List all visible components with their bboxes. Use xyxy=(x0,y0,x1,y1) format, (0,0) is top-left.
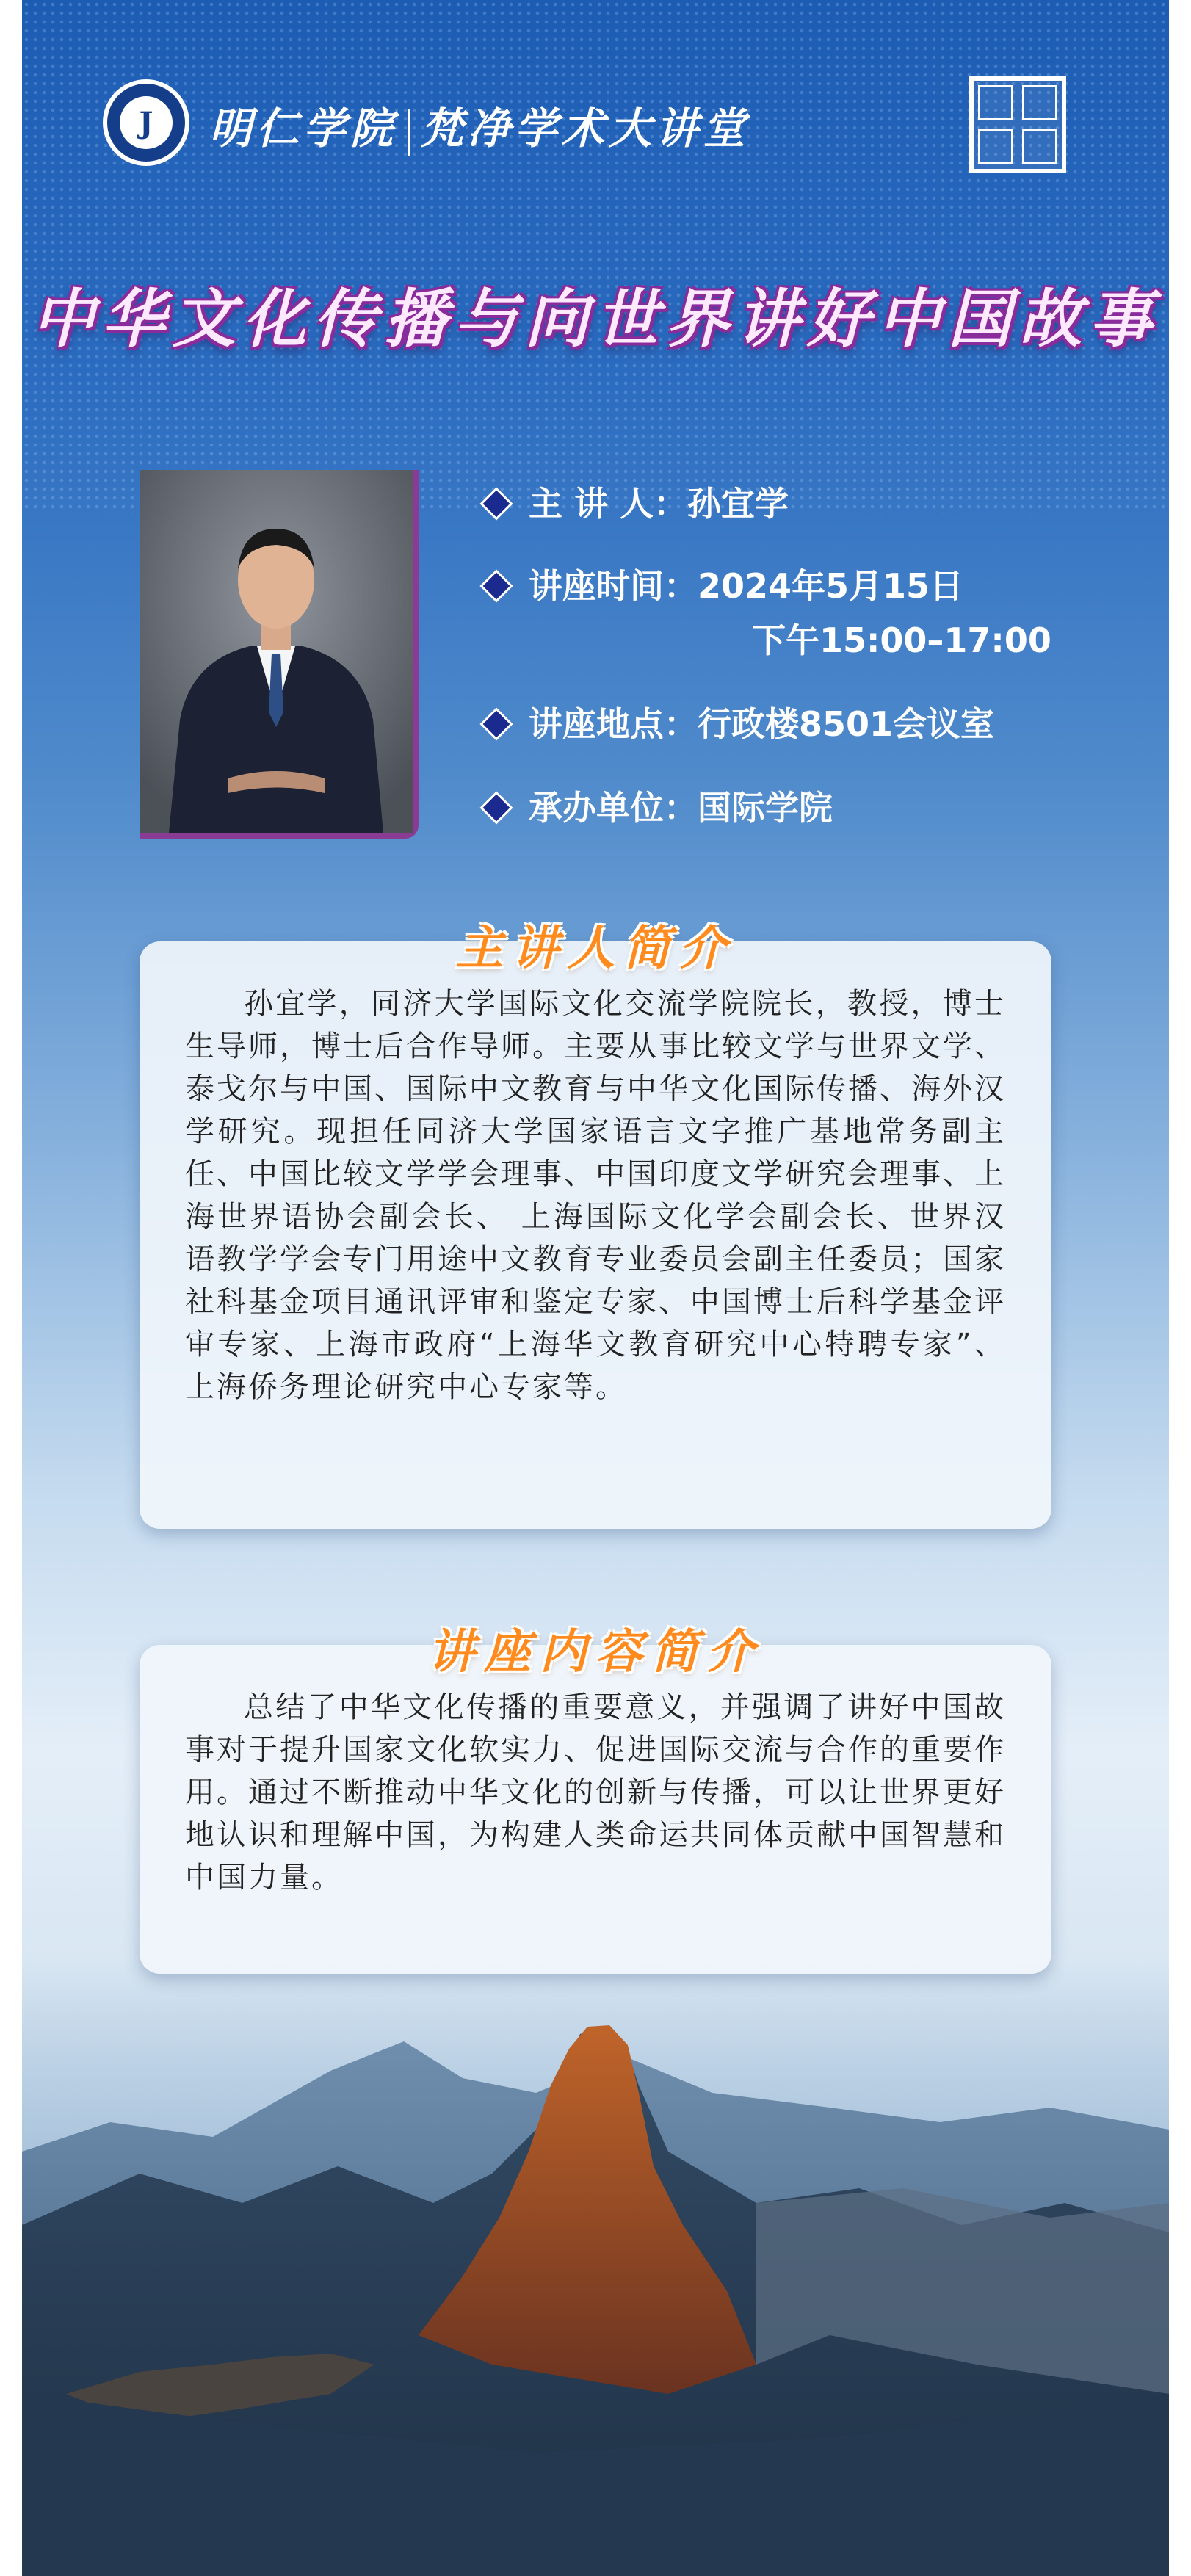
main-title: 中华文化传播与向世界讲好中国故事 xyxy=(32,282,1159,356)
school-name: 明仁学院 xyxy=(209,104,398,153)
time-label: 讲座时间： xyxy=(529,566,698,606)
logo-letter: J xyxy=(139,105,153,140)
time-hours-row xyxy=(752,614,1051,662)
speaker-photo xyxy=(140,470,413,833)
seal-logo-icon xyxy=(969,76,1066,173)
time-hours: 下午15:00–17:00 xyxy=(752,621,1051,660)
diamond-bullet-icon xyxy=(479,707,513,740)
speaker-name: 孙宜学 xyxy=(687,484,789,524)
organizer-value: 国际学院 xyxy=(698,788,833,828)
diamond-bullet-icon xyxy=(479,569,513,602)
speaker-intro-card xyxy=(140,941,1051,1529)
speaker-intro-title: 主讲人简介 xyxy=(456,921,735,976)
lecture-poster xyxy=(22,0,1169,2576)
diamond-bullet-icon xyxy=(479,487,513,520)
diamond-bullet-icon xyxy=(479,791,513,824)
lecture-intro-title: 讲座内容简介 xyxy=(428,1624,763,1679)
series-name: 梵净学术大讲堂 xyxy=(421,104,750,153)
lecture-intro-card xyxy=(140,1645,1051,1974)
header-divider xyxy=(408,109,410,156)
venue-label: 讲座地点： xyxy=(529,704,698,744)
speaker-row xyxy=(485,477,789,526)
organizer-label: 承办单位： xyxy=(529,788,698,828)
speaker-label: 主 讲 人： xyxy=(529,484,688,524)
mountain-landscape-image xyxy=(22,1983,1169,2576)
university-logo-icon xyxy=(103,79,189,166)
time-date: 2024年5月15日 xyxy=(698,566,964,606)
speaker-intro-text: 孙宜学，同济大学国际文化交流学院院长，教授，博士生导师，博士后合作导师。主要从事比较文学与世界文学、泰戈尔与中国、国际中文教育与中华文化国际传播、海外汉学研究。现担任同济大学国家语言文字推广基地常务副主任、中国比较文学学会理事、中国印度文学研究会理事、上海世界语协会副会长、 上海国际文化学会副会长、世界汉语教学学会专门用途中文教育专业委员会副主任委员；国家社科基金项目通讯评审和鉴定专家、中国博士后科学基金评审专家、上海市政府“上海华文教育研究中心特聘专家”、上海侨务理论研究中心专家等。 xyxy=(185,987,1006,1404)
venue-row xyxy=(485,698,994,746)
organizer-row xyxy=(485,781,833,830)
venue-value: 行政楼8501会议室 xyxy=(698,704,995,744)
lecture-intro-text: 总结了中华文化传播的重要意义，并强调了讲好中国故事对于提升国家文化软实力、促进国际交流与合作的重要作用。通过不断推动中华文化的创新与传播，可以让世界更好地认识和理解中国，为构建人类命运共同体贡献中国智慧和中国力量。 xyxy=(185,1690,1006,1895)
time-row xyxy=(485,560,963,608)
header-title xyxy=(209,94,750,156)
